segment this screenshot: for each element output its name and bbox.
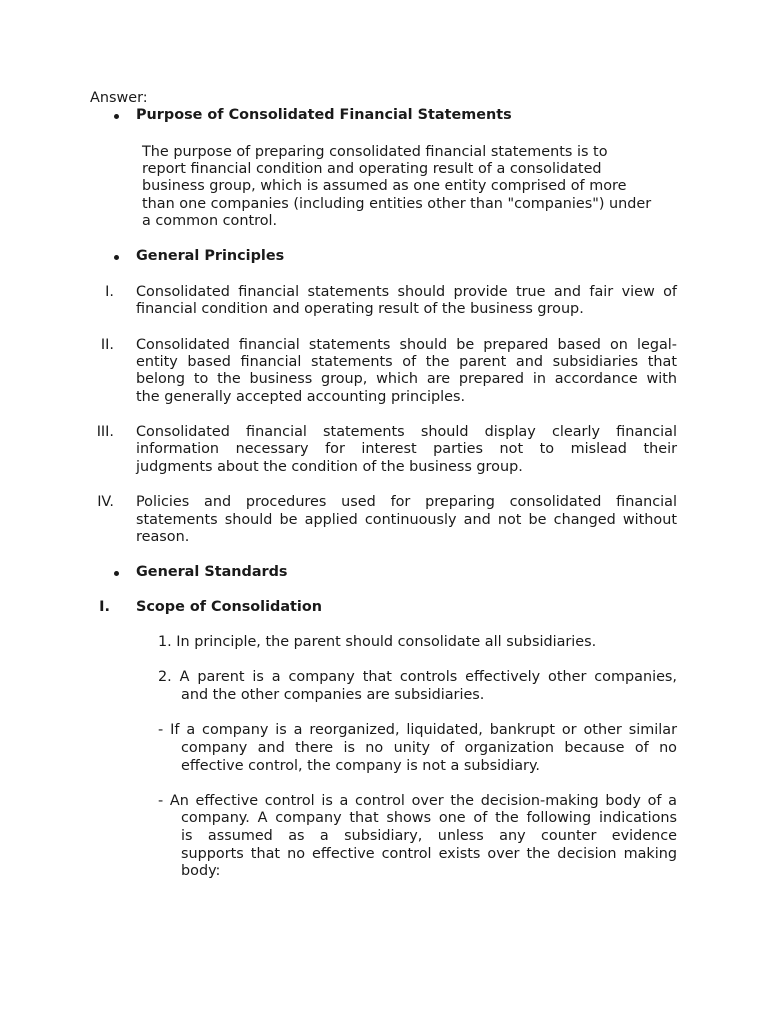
principle-line: information necessary for interest parties not to mislead their bbox=[136, 441, 677, 457]
scope-paragraph-2-line: and the other companies are subsidiaries. bbox=[181, 687, 485, 703]
purpose-line: report financial condition and operating result of a consolidated bbox=[142, 161, 602, 177]
purpose-line: The purpose of preparing consolidated financial statements is to bbox=[142, 144, 608, 160]
scope-paragraph-3-line: effective control, the company is not a subsidiary. bbox=[181, 758, 540, 774]
principle-line: Policies and procedures used for preparing consolidated financial bbox=[136, 494, 677, 510]
principle-line: Consolidated financial statements should be prepared based on legal- bbox=[136, 337, 677, 353]
scope-paragraph-3-line: - If a company is a reorganized, liquidated, bankrupt or other similar bbox=[158, 722, 677, 738]
principle-line: entity based financial statements of the parent and subsidiaries that bbox=[136, 354, 677, 370]
scope-numeral: I. bbox=[99, 599, 110, 615]
purpose-line: business group, which is assumed as one entity comprised of more bbox=[142, 178, 627, 194]
principle-numeral: IV. bbox=[97, 494, 114, 510]
scope-paragraph-3-line: company and there is no unity of organization because of no bbox=[181, 740, 677, 756]
principle-line: the generally accepted accounting principles. bbox=[136, 389, 466, 405]
principle-numeral: III. bbox=[96, 424, 114, 440]
principle-numeral: I. bbox=[105, 284, 114, 300]
bullet-icon bbox=[114, 255, 119, 260]
scope-paragraph-2-line: 2. A parent is a company that controls effectively other companies, bbox=[158, 669, 677, 685]
purpose-line: a common control. bbox=[142, 213, 278, 229]
purpose-heading: Purpose of Consolidated Financial Statements bbox=[136, 107, 512, 123]
standards-heading: General Standards bbox=[136, 564, 288, 580]
bullet-icon bbox=[114, 114, 119, 119]
principle-line: belong to the business group, which are prepared in accordance with bbox=[136, 371, 677, 387]
principle-line: statements should be applied continuously and not be changed without bbox=[136, 512, 677, 528]
answer-label: Answer: bbox=[90, 90, 148, 106]
principle-numeral: II. bbox=[100, 337, 114, 353]
purpose-line: than one companies (including entities other than "companies") under bbox=[142, 196, 652, 212]
principle-line: judgments about the condition of the business group. bbox=[136, 459, 523, 475]
principle-line: Consolidated financial statements should provide true and fair view of bbox=[136, 284, 677, 300]
scope-paragraph-1: 1. In principle, the parent should consolidate all subsidiaries. bbox=[158, 634, 597, 650]
principle-line: reason. bbox=[136, 529, 190, 545]
principle-line: financial condition and operating result of the business group. bbox=[136, 301, 584, 317]
scope-paragraph-4-line: body: bbox=[181, 863, 221, 879]
scope-paragraph-4-line: - An effective control is a control over the decision-making body of a bbox=[158, 793, 677, 809]
principles-heading: General Principles bbox=[136, 248, 285, 264]
scope-paragraph-4-line: is assumed as a subsidiary, unless any counter evidence bbox=[181, 828, 677, 844]
scope-heading: Scope of Consolidation bbox=[136, 599, 322, 615]
bullet-icon bbox=[114, 571, 119, 576]
scope-paragraph-4-line: company. A company that shows one of the following indications bbox=[181, 810, 677, 826]
principle-line: Consolidated financial statements should display clearly financial bbox=[136, 424, 677, 440]
scope-paragraph-4-line: supports that no effective control exists over the decision making bbox=[181, 846, 677, 862]
